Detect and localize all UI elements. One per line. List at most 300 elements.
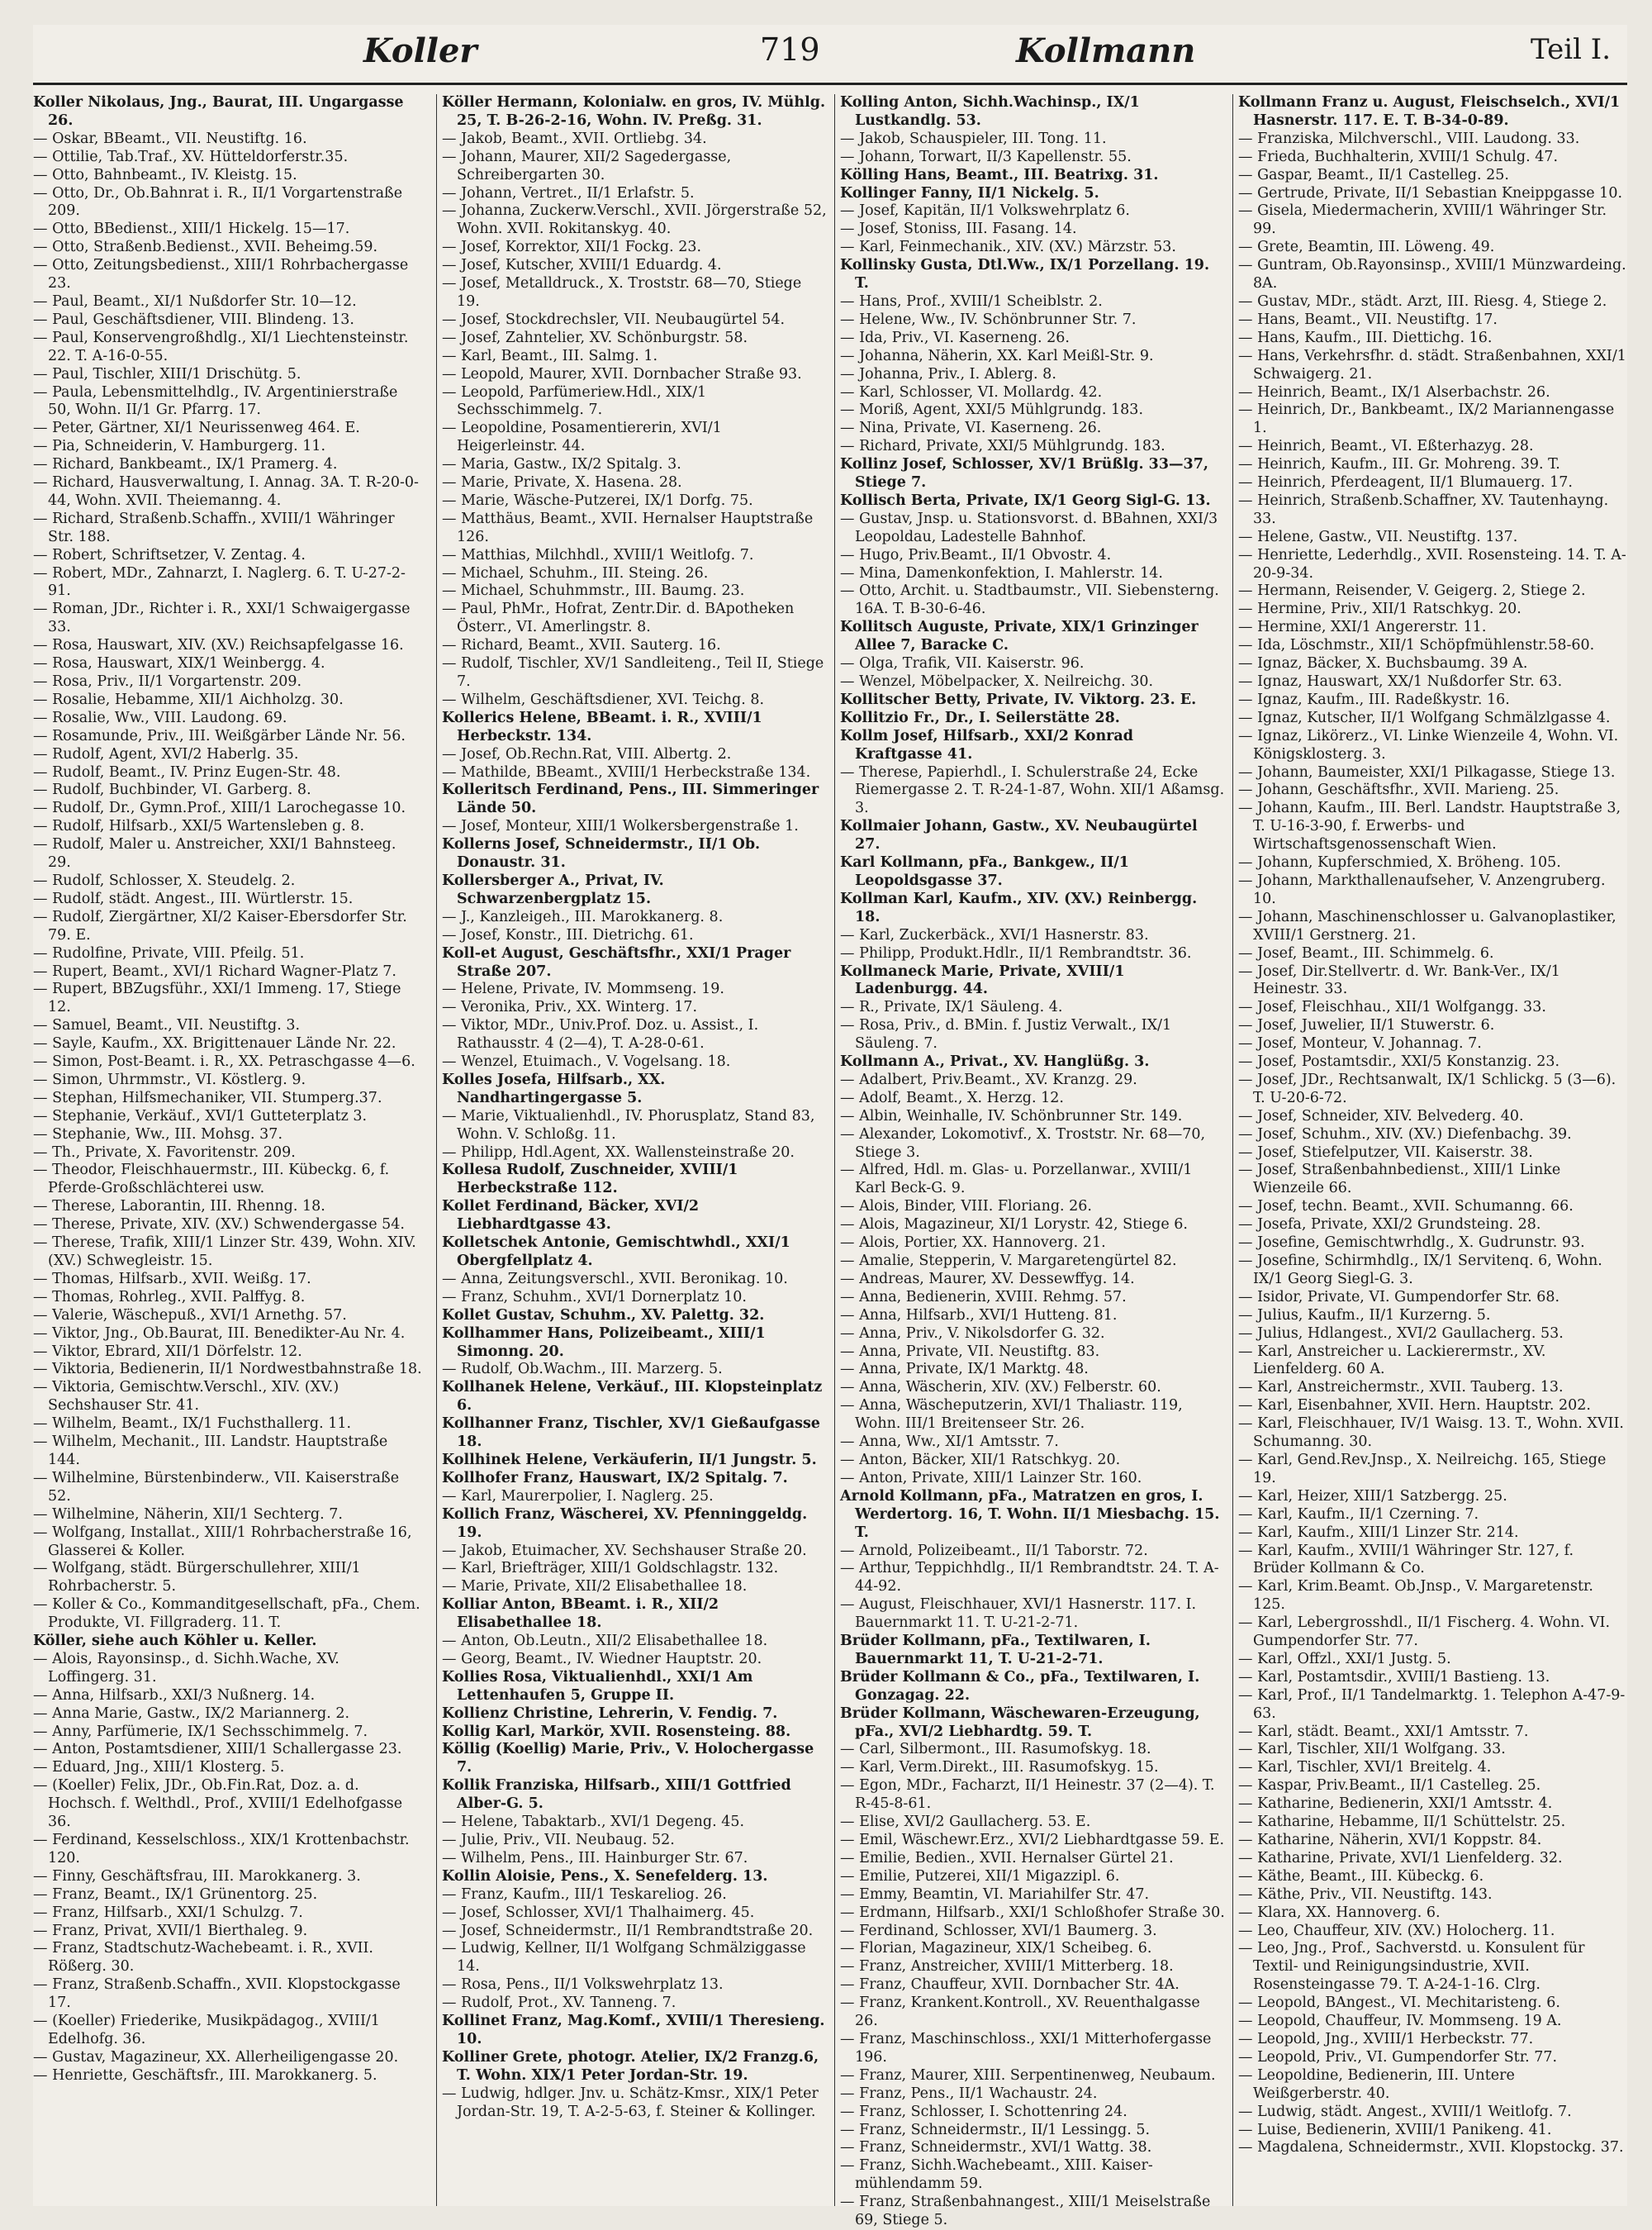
directory-entry: — Ignaz, Likörerz., VI. Linke Wienzeile 4, Wohn. VI. Königsklosterg. 3. <box>1238 727 1619 763</box>
directory-entry: — Carl, Silbermont., III. Rasumofskyg. 18. <box>840 1741 1151 1758</box>
directory-entry: — Anton, Ob.Leutn., XII/2 Elisabethallee 18. <box>442 1633 768 1650</box>
directory-entry: — Otto, Bahnbeamt., IV. Kleistg. 15. <box>33 166 297 183</box>
directory-entry: — Franz, Krankent.Kontroll., XV. Reuenthalgasse 26. <box>840 1995 1200 2030</box>
directory-entry: — (Koeller) Friederike, Musikpädagog., XVIII/1 Edelhofg. 36. <box>33 2013 380 2047</box>
directory-entry: — Matthias, Milchhdl., XVIII/1 Weitlofg. 7. <box>442 546 754 563</box>
column-4 <box>1232 94 1628 2206</box>
directory-entry: — Philipp, Produkt.Hdlr., II/1 Rembrandtstr. 36. <box>840 944 1192 962</box>
directory-entry: — Anton, Private, XIII/1 Lainzer Str. 160. <box>840 1469 1142 1486</box>
directory-entry: — Wenzel, Etuimach., V. Vogelsang. 18. <box>442 1053 731 1071</box>
directory-entry: — Isidor, Private, VI. Gumpendorfer Str. 68. <box>1238 1288 1560 1305</box>
directory-entry: — Heinrich, Dr., Bankbeamt., IX/2 Mariannengasse 1. <box>1238 402 1615 437</box>
directory-entry: — Anna, Wäscherin, XIV. (XV.) Felberstr. 60. <box>840 1379 1161 1396</box>
directory-entry: — Rudolf, Dr., Gymn.Prof., XIII/1 Larochegasse 10. <box>33 800 406 817</box>
directory-entry: — Rudolf, Buchbinder, VI. Garberg. 8. <box>33 782 311 799</box>
directory-entry: Kollhofer Franz, Hauswart, IX/2 Spitalg. 7. <box>442 1469 788 1486</box>
directory-entry: Kollmaier Johann, Gastw., XV. Neubaugürtel 27. <box>840 818 1198 853</box>
directory-entry: — Paul, Tischler, XIII/1 Drischütg. 5. <box>33 365 301 383</box>
directory-entry: — Mathilde, BBeamt., XVIII/1 Herbeckstraße 134. <box>442 763 811 781</box>
directory-entry: — Rosa, Hauswart, XIV. (XV.) Reichsapfelgasse 16. <box>33 637 404 654</box>
directory-entry: — Anna, Private, VII. Neustiftg. 83. <box>840 1343 1100 1360</box>
directory-entry: — Ida, Löschmstr., XII/1 Schöpfmühlenstr.58-60. <box>1238 637 1595 654</box>
directory-entry: — Helene, Gastw., VII. Neustiftg. 137. <box>1238 528 1518 545</box>
directory-entry: — Viktoria, Gemischtw.Verschl., XIV. (XV.) Sechshauser Str. 41. <box>33 1379 339 1415</box>
directory-entry: — Gustav, MDr., städt. Arzt, III. Riesg. 4, Stiege 2. <box>1238 292 1607 310</box>
directory-entry: — Karl, Postamtsdir., XVIII/1 Bastieng. 13. <box>1238 1668 1550 1686</box>
directory-entry: — Johann, Geschäftsfhr., XVII. Marieng. 25. <box>1238 782 1559 799</box>
directory-entry: — Paul, PhMr., Hofrat, Zentr.Dir. d. BApotheken Österr., VI. Amerlingstr. 8. <box>442 601 795 636</box>
directory-entry: — Karl, Heizer, XIII/1 Satzbergg. 25. <box>1238 1487 1507 1505</box>
directory-entry: — Robert, MDr., Zahnarzt, I. Naglerg. 6. T. U-27-2-91. <box>33 564 406 600</box>
directory-entry: Köller, siehe auch Köhler u. Keller. <box>33 1633 317 1650</box>
directory-entry: — Egon, MDr., Facharzt, II/1 Heinestr. 37 (2—4). T. R-45-8-61. <box>840 1777 1215 1813</box>
directory-entry: — Paul, Konservengroßhdlg., XI/1 Liechtensteinstr. 22. T. A-16-0-55. <box>33 329 409 364</box>
directory-entry: Kollitsch Auguste, Private, XIX/1 Grinzinger Allee 7, Baracke C. <box>840 619 1199 654</box>
directory-entry: — Alois, Binder, VIII. Floriang. 26. <box>840 1198 1092 1215</box>
directory-entry: — Jakob, Beamt., XVII. Ortliebg. 34. <box>442 130 707 147</box>
directory-entry: — Jakob, Schauspieler, III. Tong. 11. <box>840 130 1107 147</box>
directory-entry: — Th., Private, X. Favoritenstr. 209. <box>33 1144 296 1161</box>
directory-entry: — Mina, Damenkonfektion, I. Mahlerstr. 14. <box>840 564 1163 582</box>
directory-entry: Kollies Rosa, Viktualienhdl., XXI/1 Am Lettenhaufen 5, Gruppe II. <box>442 1668 753 1704</box>
directory-entry: — Peter, Gärtner, XI/1 Neurissenweg 464. E. <box>33 420 360 437</box>
directory-entry: — Johann, Vertret., II/1 Erlafstr. 5. <box>442 184 695 202</box>
directory-entry: — Roman, JDr., Richter i. R., XXI/1 Schwaigergasse 33. <box>33 601 411 636</box>
directory-entry: — Josef, Metalldruck., X. Troststr. 68—70, Stiege 19. <box>442 275 802 310</box>
directory-entry: Kollinz Josef, Schlosser, XV/1 Brüßlg. 33—37, Stiege 7. <box>840 456 1208 492</box>
directory-entry: — Josef, techn. Beamt., XVII. Schumanng. 66. <box>1238 1198 1574 1215</box>
directory-entry: — Erdmann, Hilfsarb., XXI/1 Schloßhofer Straße 30. <box>840 1904 1225 1921</box>
page-number: 719 <box>760 31 820 68</box>
directory-entry: — Julie, Priv., VII. Neubaug. 52. <box>442 1832 675 1848</box>
directory-entry: — Johanna, Näherin, XX. Karl Meißl-Str. 9. <box>840 347 1154 364</box>
directory-entry: — Franz, Schuhm., XVI/1 Dornerplatz 10. <box>442 1288 747 1305</box>
directory-entry: — Karl, Tischler, XII/1 Wolfgang. 33. <box>1238 1741 1506 1758</box>
page-header <box>33 25 1627 85</box>
directory-entry: — Anna, Bedienerin, XVIII. Rehmg. 57. <box>840 1288 1127 1305</box>
directory-entry: Kollerics Helene, BBeamt. i. R., XVIII/1 Herbeckstr. 134. <box>442 709 762 744</box>
directory-entry: — Michael, Schuhmmstr., III. Baumg. 23. <box>442 582 745 600</box>
directory-entry: — Eduard, Jng., XIII/1 Klosterg. 5. <box>33 1759 285 1776</box>
directory-entry: — Rudolf, Ob.Wachm., III. Marzerg. 5. <box>442 1361 723 1378</box>
directory-entry: — Adolf, Beamt., X. Herzg. 12. <box>840 1089 1064 1106</box>
directory-entry: — Gisela, Miedermacherin, XVIII/1 Währinger Str. 99. <box>1238 202 1607 238</box>
directory-entry: — Alfred, Hdl. m. Glas- u. Porzellanwar., XVIII/1 Karl Beck-G. 9. <box>840 1162 1193 1197</box>
directory-entry: — Josef, Schneidermstr., II/1 Rembrandtstraße 20. <box>442 1922 814 1939</box>
directory-entry: — Leo, Jng., Prof., Sachverstd. u. Konsulent für Textil- und Reinigungsindustrie, XVII. Rosensteingasse 79. T. A-24-1-16. Clrg. <box>1238 1940 1585 1994</box>
directory-entry: — Samuel, Beamt., VII. Neustiftg. 3. <box>33 1017 301 1034</box>
directory-entry: — Anna, Private, IX/1 Marktg. 48. <box>840 1361 1089 1378</box>
directory-entry: — Moriß, Agent, XXI/5 Mühlgrundg. 183. <box>840 402 1144 419</box>
directory-entry: — Pia, Schneiderin, V. Hamburgerg. 11. <box>33 438 326 455</box>
directory-entry: — Leopoldine, Posamentiererin, XVI/1 Heigerleinstr. 44. <box>442 420 722 455</box>
directory-entry: — Alois, Rayonsinsp., d. Sichh.Wache, XV. Loffingerg. 31. <box>33 1650 339 1686</box>
header-right-word: Kollmann <box>1016 31 1196 70</box>
directory-entry: — Ottilie, Tab.Traf., XV. Hütteldorferstr.35. <box>33 148 349 165</box>
directory-entry: — Käthe, Priv., VII. Neustiftg. 143. <box>1238 1885 1493 1903</box>
directory-entry: — Franz, Hilfsarb., XXI/1 Schulzg. 7. <box>33 1904 303 1921</box>
directory-entry: — J., Kanzleigeh., III. Marokkanerg. 8. <box>442 908 724 925</box>
directory-entry: — Josef, Stockdrechsler, VII. Neubaugürtel 54. <box>442 311 786 328</box>
directory-entry: — Nina, Private, VI. Kaserneng. 26. <box>840 420 1102 437</box>
directory-entry: — Gustav, Jnsp. u. Stationsvorst. d. BBahnen, XXI/3 Leopoldau, Ladestelle Bahnhof. <box>840 510 1218 545</box>
directory-entry: — Alois, Magazineur, XI/1 Lorystr. 42, Stiege 6. <box>840 1216 1188 1234</box>
directory-entry: — Jakob, Etuimacher, XV. Sechshauser Straße 20. <box>442 1542 807 1559</box>
directory-entry: Kollhanner Franz, Tischler, XV/1 Gießaufgasse 18. <box>442 1415 820 1451</box>
directory-entry: — Hermine, Priv., XII/1 Ratschkyg. 20. <box>1238 601 1521 618</box>
directory-entry: — Karl, Prof., II/1 Tandelmarktg. 1. Telephon A-47-9-63. <box>1238 1686 1626 1722</box>
directory-entry: — Therese, Laborantin, III. Rhenng. 18. <box>33 1198 325 1215</box>
directory-entry: — Hans, Beamt., VII. Neustiftg. 17. <box>1238 311 1498 328</box>
directory-entry: — Anna, Priv., V. Nikolsdorfer G. 32. <box>840 1324 1105 1342</box>
directory-entry: — Thomas, Rohrleg., XVII. Palffyg. 8. <box>33 1288 306 1305</box>
directory-entry: — Josef, Korrektor, XII/1 Fockg. 23. <box>442 239 702 256</box>
directory-entry: — Veronika, Priv., XX. Winterg. 17. <box>442 999 698 1016</box>
directory-entry: — Anna, Hilfsarb., XXI/3 Nußnerg. 14. <box>33 1686 316 1704</box>
directory-entry: Kölling Hans, Beamt., III. Beatrixg. 31. <box>840 166 1159 183</box>
directory-entry: — Ludwig, Kellner, II/1 Wolfgang Schmälziggasse 14. <box>442 1940 806 1976</box>
directory-entry: — Ferdinand, Kesselschloss., XIX/1 Krottenbachstr. 120. <box>33 1832 410 1866</box>
directory-entry: — Hans, Verkehrsfhr. d. städt. Straßenbahnen, XXI/1 Schwaigerg. 21. <box>1238 347 1626 383</box>
directory-entry: — Leo, Chauffeur, XIV. (XV.) Holocherg. 11. <box>1238 1922 1555 1939</box>
directory-entry: — Ludwig, hdlger. Jnv. u. Schätz-Kmsr., XIX/1 Peter Jordan-Str. 19, T. A-2-5-63, f. Steiner & Kollinger. <box>442 2085 819 2120</box>
directory-entry: — Wenzel, Möbelpacker, X. Neilreichg. 30. <box>840 673 1154 690</box>
directory-entry: — Alois, Portier, XX. Hannoverg. 21. <box>840 1234 1106 1252</box>
directory-entry: Kollin Aloisie, Pens., X. Senefelderg. 13. <box>442 1867 768 1885</box>
directory-entry: — Emmy, Beamtin, VI. Mariahilfer Str. 47. <box>840 1885 1150 1903</box>
directory-entry: — R., Private, IX/1 Säuleng. 4. <box>840 999 1063 1016</box>
directory-entry: — Rosa, Priv., II/1 Vorgartenstr. 209. <box>33 673 302 690</box>
directory-entry: — Josefa, Private, XXI/2 Grundsteing. 28. <box>1238 1216 1541 1234</box>
directory-entry: — Viktoria, Bedienerin, II/1 Nordwestbahnstraße 18. <box>33 1361 422 1378</box>
directory-entry: — Franz, Schneidermstr., XVI/1 Wattg. 38. <box>840 2139 1152 2156</box>
directory-entry: — Wilhelm, Geschäftsdiener, XVI. Teichg. 8. <box>442 691 765 708</box>
directory-entry: — Josef, Monteur, XIII/1 Wolkersbergenstraße 1. <box>442 818 799 835</box>
directory-entry: — Ferdinand, Schlosser, XVI/1 Baumerg. 3. <box>840 1922 1157 1939</box>
directory-entry: Kollm Josef, Hilfsarb., XXI/2 Konrad Kraftgasse 41. <box>840 727 1133 763</box>
directory-entry: Kollhammer Hans, Polizeibeamt., XIII/1 Simonng. 20. <box>442 1324 766 1360</box>
directory-entry: — Ludwig, städt. Angest., XVIII/1 Weitlofg. 7. <box>1238 2103 1572 2120</box>
directory-entry: — Marie, Wäsche-Putzerei, IX/1 Dorfg. 75. <box>442 492 753 509</box>
directory-entry: — Emil, Wäschewr.Erz., XVI/2 Liebhardtgasse 59. E. <box>840 1832 1225 1848</box>
directory-entry: — Otto, BBedienst., XIII/1 Hickelg. 15—17. <box>33 221 350 238</box>
directory-entry: — Richard, Beamt., XVII. Sauterg. 16. <box>442 637 721 654</box>
directory-entry: — August, Fleischhauer, XVI/1 Hasnerstr. 117. I. Bauernmarkt 11. T. U-21-2-71. <box>840 1596 1197 1632</box>
directory-entry: — Thomas, Hilfsarb., XVII. Weißg. 17. <box>33 1270 311 1287</box>
directory-entry: — Olga, Trafik, VII. Kaiserstr. 96. <box>840 655 1085 673</box>
directory-entry: — Rosamunde, Priv., III. Weißgärber Lände Nr. 56. <box>33 727 406 744</box>
directory-entry: — Josef, Stiefelputzer, VII. Kaiserstr. 38. <box>1238 1144 1533 1161</box>
directory-entry: — Leopold, Jng., XVIII/1 Herbeckstr. 77. <box>1238 2030 1534 2047</box>
directory-entry: — Karl, Briefträger, XIII/1 Goldschlagstr. 132. <box>442 1560 779 1577</box>
directory-entry: — Josef, Schlosser, XVI/1 Thalhaimerg. 45. <box>442 1904 755 1921</box>
directory-entry: — Helene, Ww., IV. Schönbrunner Str. 7. <box>840 311 1137 328</box>
directory-entry: Kollesa Rudolf, Zuschneider, XVIII/1 Herbeckstraße 112. <box>442 1162 738 1197</box>
directory-entry: — Richard, Private, XXI/5 Mühlgrundg. 183. <box>840 438 1165 455</box>
directory-entry: — Hugo, Priv.Beamt., II/1 Obvostr. 4. <box>840 546 1112 563</box>
directory-entry: — Hans, Kaufm., III. Diettichg. 16. <box>1238 329 1493 346</box>
directory-entry: — Johann, Markthallenaufseher, V. Anzengruberg. 10. <box>1238 872 1606 907</box>
directory-entry: — Hermine, XXI/1 Angererstr. 11. <box>1238 619 1487 636</box>
directory-entry: — Anny, Parfümerie, IX/1 Sechsschimmelg. 7. <box>33 1723 368 1740</box>
directory-entry: — Paul, Geschäftsdiener, VIII. Blindeng. 13. <box>33 311 354 328</box>
directory-entry: — Josef, Monteur, V. Johannag. 7. <box>1238 1035 1482 1053</box>
directory-entry: — Rudolf, Agent, XVI/2 Haberlg. 35. <box>33 745 299 763</box>
directory-entry: — Philipp, Hdl.Agent, XX. Wallensteinstraße 20. <box>442 1144 795 1161</box>
directory-entry: — Rudolf, Ziergärtner, XI/2 Kaiser-Ebersdorfer Str. 79. E. <box>33 908 407 944</box>
directory-entry: Kolletschek Antonie, Gemischtwhdl., XXI/1 Obergfellplatz 4. <box>442 1234 790 1269</box>
directory-entry: Brüder Kollmann, pFa., Textilwaren, I. Bauernmarkt 11, T. U-21-2-71. <box>840 1633 1151 1667</box>
directory-entry: Karl Kollmann, pFa., Bankgew., II/1 Leopoldsgasse 37. <box>840 854 1129 889</box>
directory-entry: Kollinet Franz, Mag.Komf., XVIII/1 Theresieng. 10. <box>442 2013 825 2047</box>
directory-entry: — Albin, Weinhalle, IV. Schönbrunner Str. 149. <box>840 1107 1183 1125</box>
directory-entry: — Josef, Ob.Rechn.Rat, VIII. Albertg. 2. <box>442 745 732 763</box>
directory-entry: — Franz, Straßenbahnangest., XIII/1 Meiselstraße 69, Stiege 5. <box>840 2194 1211 2229</box>
directory-entry: — Karl, Kaufm., XVIII/1 Währinger Str. 127, f. Brüder Kollmann & Co. <box>1238 1542 1574 1577</box>
directory-entry: — Rudolfine, Private, VIII. Pfeilg. 51. <box>33 944 305 962</box>
directory-entry: — Paul, Beamt., XI/1 Nußdorfer Str. 10—12. <box>33 292 357 310</box>
directory-entry: — (Koeller) Felix, JDr., Ob.Fin.Rat, Doz. a. d. Hochsch. f. Welthdl., Prof., XVIII/1 Edelhofgasse 36. <box>33 1777 403 1831</box>
header-left-word: Koller <box>363 31 477 70</box>
directory-entry: — Heinrich, Kaufm., III. Gr. Mohreng. 39. T. <box>1238 456 1560 473</box>
directory-entry: Kolliar Anton, BBeamt. i. R., XII/2 Elisabethallee 18. <box>442 1596 719 1632</box>
directory-entry: — Marie, Viktualienhdl., IV. Phorusplatz, Stand 83, Wohn. V. Schloßg. 11. <box>442 1107 815 1143</box>
directory-entry: — Robert, Schriftsetzer, V. Zentag. 4. <box>33 546 306 563</box>
directory-entry: Kollisch Berta, Private, IX/1 Georg Sigl-G. 13. <box>840 492 1211 509</box>
directory-entry: — Franz, Schneidermstr., II/1 Lessingg. 5. <box>840 2121 1151 2138</box>
directory-entry: — Ignaz, Kutscher, II/1 Wolfgang Schmälzlgasse 4. <box>1238 709 1611 726</box>
directory-entry: Kollig Karl, Markör, XVII. Rosensteing. 88. <box>442 1723 791 1740</box>
directory-entry: — Ignaz, Hauswart, XX/1 Nußdorfer Str. 63. <box>1238 673 1563 690</box>
directory-entry: — Karl, Tischler, XVI/1 Breitelg. 4. <box>1238 1759 1492 1776</box>
directory-entry: — Adalbert, Priv.Beamt., XV. Kranzg. 29. <box>840 1071 1137 1088</box>
directory-entry: — Karl, Schlosser, VI. Mollardg. 42. <box>840 383 1103 401</box>
directory-entry: — Luise, Bedienerin, XVIII/1 Panikeng. 41. <box>1238 2121 1552 2138</box>
directory-entry: — Rudolf, Hilfsarb., XXI/5 Wartensleben g. 8. <box>33 818 365 835</box>
directory-entry: — Viktor, MDr., Univ.Prof. Doz. u. Assist., I. Rathausstr. 4 (2—4), T. A-28-0-61. <box>442 1017 759 1053</box>
directory-entry: — Leopold, BAngest., VI. Mechitaristeng. 6. <box>1238 1995 1560 2012</box>
directory-entry: — Anna, Ww., XI/1 Amtsstr. 7. <box>840 1434 1059 1451</box>
directory-entry: — Emilie, Bedien., XVII. Hernalser Gürtel 21. <box>840 1849 1174 1866</box>
directory-entry: — Richard, Straßenb.Schaffn., XVIII/1 Währinger Str. 188. <box>33 510 395 545</box>
directory-entry: — Grete, Beamtin, III. Löweng. 49. <box>1238 239 1495 256</box>
directory-entry: Kollerns Josef, Schneidermstr., II/1 Ob. Donaustr. 31. <box>442 836 761 872</box>
directory-entry: — Georg, Beamt., IV. Wiedner Hauptstr. 20. <box>442 1650 762 1667</box>
directory-entry: Kolles Josefa, Hilfsarb., XX. Nandhartingergasse 5. <box>442 1071 666 1106</box>
directory-entry: — Karl, Eisenbahner, XVII. Hern. Hauptstr. 202. <box>1238 1397 1591 1415</box>
directory-entry: — Arthur, Teppichhdlg., II/1 Rembrandtstr. 24. T. A-44-92. <box>840 1560 1219 1595</box>
directory-entry: — Heinrich, Beamt., VI. Eßterhazyg. 28. <box>1238 438 1534 455</box>
directory-entry: — Josef, Schuhm., XIV. (XV.) Diefenbachg. 39. <box>1238 1125 1572 1143</box>
directory-entry: — Marie, Private, XII/2 Elisabethallee 18. <box>442 1578 748 1595</box>
directory-entry: — Josef, Stoniss, III. Fasang. 14. <box>840 221 1077 238</box>
directory-entry: — Henriette, Lederhdlg., XVII. Rosensteing. 14. T. A-20-9-34. <box>1238 546 1626 582</box>
directory-entry: — Leopold, Maurer, XVII. Dornbacher Straße 93. <box>442 365 802 383</box>
directory-entry: — Rudolf, Schlosser, X. Steudelg. 2. <box>33 872 296 889</box>
directory-entry: Kolling Anton, Sichh.Wachinsp., IX/1 Lustkandlg. 53. <box>840 94 1140 129</box>
directory-entry: — Emilie, Putzerei, XII/1 Migazzipl. 6. <box>840 1867 1120 1885</box>
directory-entry: — Wilhelmine, Näherin, XII/1 Sechterg. 7. <box>33 1505 343 1523</box>
directory-entry: — Karl, Zuckerbäck., XVI/1 Hasnerstr. 83. <box>840 926 1149 944</box>
directory-entry: — Karl, Feinmechanik., XIV. (XV.) Märzstr. 53. <box>840 239 1176 256</box>
directory-entry: Köllig (Koellig) Marie, Priv., V. Holochergasse 7. <box>442 1741 814 1776</box>
directory-entry: — Therese, Papierhdl., I. Schulerstraße 24, Ecke Riemergasse 2. T. R-24-1-87, Wohn. XII/1 Aßamsg. 3. <box>840 763 1225 817</box>
directory-entry: — Matthäus, Beamt., XVII. Hernalser Hauptstraße 126. <box>442 510 814 545</box>
directory-entry: — Franz, Straßenb.Schaffn., XVII. Klopstockgasse 17. <box>33 1976 401 2012</box>
directory-entry: — Franz, Maurer, XIII. Serpentinenweg, Neubaum. <box>840 2066 1216 2084</box>
directory-entry: — Koller & Co., Kommanditgesellschaft, pFa., Chem. Produkte, VI. Fillgraderg. 11. T. <box>33 1596 420 1632</box>
directory-entry: — Guntram, Ob.Rayonsinsp., XVIII/1 Münzwardeing. 8A. <box>1238 257 1626 292</box>
directory-entry: Kollinsky Gusta, Dtl.Ww., IX/1 Porzellang. 19. T. <box>840 257 1210 292</box>
directory-entry: — Katharine, Näherin, XVI/1 Koppstr. 84. <box>1238 1832 1542 1848</box>
column-2 <box>436 94 827 2206</box>
directory-entry: — Henriette, Geschäftsfr., III. Marokkanerg. 5. <box>33 2066 377 2084</box>
directory-entry: — Marie, Private, X. Hasena. 28. <box>442 474 682 492</box>
directory-entry: — Julius, Hdlangest., XVI/2 Gaullacherg. 53. <box>1238 1324 1564 1342</box>
directory-entry: — Katharine, Hebamme, II/1 Schüttelstr. 25. <box>1238 1814 1566 1831</box>
directory-entry: — Franziska, Milchverschl., VIII. Laudong. 33. <box>1238 130 1580 147</box>
directory-entry: — Josef, JDr., Rechtsanwalt, IX/1 Schlickg. 5 (3—6). T. U-20-6-72. <box>1238 1071 1616 1106</box>
directory-entry: — Wolfgang, städt. Bürgerschullehrer, XIII/1 Rohrbacherstr. 5. <box>33 1560 361 1595</box>
directory-entry: — Franz, Maschinschloss., XXI/1 Mitterhofergasse 196. <box>840 2030 1212 2066</box>
directory-entry: Kollitzio Fr., Dr., I. Seilerstätte 28. <box>840 709 1120 726</box>
directory-entry: — Karl, Lebergrosshdl., II/1 Fischerg. 4. Wohn. VI. Gumpendorfer Str. 77. <box>1238 1614 1611 1650</box>
directory-entry: — Otto, Straßenb.Bedienst., XVII. Beheimg.59. <box>33 239 378 256</box>
directory-entry: — Johanna, Priv., I. Ablerg. 8. <box>840 365 1056 383</box>
directory-entry: — Heinrich, Pferdeagent, II/1 Blumauerg. 17. <box>1238 474 1573 492</box>
directory-entry: — Anna, Wäscheputzerin, XVI/1 Thaliastr. 119, Wohn. III/1 Breitenseer Str. 26. <box>840 1397 1183 1433</box>
directory-entry: — Josef, Kapitän, II/1 Volkswehrplatz 6. <box>840 202 1130 220</box>
directory-entry: — Johann, Maurer, XII/2 Sagedergasse, Schreibergarten 30. <box>442 148 732 183</box>
directory-entry: — Karl, Maurerpolier, I. Naglerg. 25. <box>442 1487 714 1505</box>
directory-entry: — Gaspar, Beamt., II/1 Castelleg. 25. <box>1238 166 1509 183</box>
directory-entry: — Josef, Beamt., III. Schimmelg. 6. <box>1238 944 1494 962</box>
directory-entry: Kolliner Grete, photogr. Atelier, IX/2 Franzg.6, T. Wohn. XIX/1 Peter Jordan-Str. 19. <box>442 2048 819 2084</box>
directory-entry: — Franz, Stadtschutz-Wachebeamt. i. R., XVII. Rößerg. 30. <box>33 1940 373 1976</box>
directory-entry: — Karl, Gend.Rev.Jnsp., X. Neilreichg. 165, Stiege 19. <box>1238 1451 1607 1486</box>
directory-entry: — Valerie, Wäschepuß., XVI/1 Arnethg. 57. <box>33 1306 347 1324</box>
directory-entry: — Therese, Trafik, XIII/1 Linzer Str. 439, Wohn. XIV. (XV.) Schwegleistr. 15. <box>33 1234 416 1269</box>
column-3 <box>834 94 1225 2229</box>
directory-entry: — Richard, Bankbeamt., IX/1 Pramerg. 4. <box>33 456 338 473</box>
directory-entry: — Karl, Fleischhauer, IV/1 Waisg. 13. T., Wohn. XVII. Schumanng. 30. <box>1238 1415 1624 1451</box>
directory-entry: — Johann, Baumeister, XXI/1 Pilkagasse, Stiege 13. <box>1238 763 1616 781</box>
directory-entry: — Johann, Torwart, II/3 Kapellenstr. 55. <box>840 148 1132 165</box>
directory-entry: — Anton, Bäcker, XII/1 Ratschkyg. 20. <box>840 1451 1121 1468</box>
directory-entry: — Franz, Chauffeur, XVII. Dornbacher Str. 4A. <box>840 1976 1180 1994</box>
part-label: Teil I. <box>1531 33 1611 66</box>
directory-entry: Kollmann A., Privat., XV. Hanglüßg. 3. <box>840 1053 1150 1071</box>
directory-entry: — Käthe, Beamt., III. Kübeckg. 6. <box>1238 1867 1484 1885</box>
directory-entry: — Julius, Kaufm., II/1 Kurzerng. 5. <box>1238 1306 1491 1324</box>
directory-entry: Kollhanek Helene, Verkäuf., III. Klopsteinplatz 6. <box>442 1379 823 1415</box>
directory-entry: — Josef, Dir.Stellvertr. d. Wr. Bank-Ver., IX/1 Heinestr. 33. <box>1238 963 1560 998</box>
directory-entry: Kollienz Christine, Lehrerin, V. Fendig. 7. <box>442 1705 778 1722</box>
directory-entry: — Heinrich, Beamt., IX/1 Alserbachstr. 26. <box>1238 383 1550 401</box>
directory-entry: — Ignaz, Kaufm., III. Radeßkystr. 16. <box>1238 691 1510 708</box>
directory-entry: — Stephanie, Verkäuf., XVI/1 Gutteterplatz 3. <box>33 1107 368 1125</box>
directory-entry: — Simon, Uhrmmstr., VI. Köstlerg. 9. <box>33 1071 306 1088</box>
directory-entry: Kollik Franziska, Hilfsarb., XIII/1 Gottfried Alber-G. 5. <box>442 1777 791 1813</box>
directory-entry: — Franz, Privat, XVII/1 Bierthaleg. 9. <box>33 1922 308 1939</box>
directory-entry: Kollich Franz, Wäscherei, XV. Pfenninggeldg. 19. <box>442 1505 808 1541</box>
directory-entry: — Katharine, Bedienerin, XXI/1 Amtsstr. 4. <box>1238 1795 1553 1813</box>
directory-entry: — Josef, Konstr., III. Dietrichg. 61. <box>442 926 694 944</box>
directory-entry: — Finny, Geschäftsfrau, III. Marokkanerg. 3. <box>33 1867 361 1885</box>
directory-entry: — Ida, Priv., VI. Kaserneng. 26. <box>840 329 1070 346</box>
directory-entry: — Stephan, Hilfsmechaniker, VII. Stumperg.37. <box>33 1089 382 1106</box>
directory-entry: — Viktor, Ebrard, XII/1 Dörfelstr. 12. <box>33 1343 302 1360</box>
directory-entry: — Michael, Schuhm., III. Steing. 26. <box>442 564 709 582</box>
directory-entry: — Josef, Kutscher, XVIII/1 Eduardg. 4. <box>442 257 722 274</box>
directory-entry: — Karl, Beamt., III. Salmg. 1. <box>442 347 658 364</box>
directory-entry: — Rupert, Beamt., XVI/1 Richard Wagner-Platz 7. <box>33 963 396 980</box>
directory-entry: — Josef, Fleischhau., XII/1 Wolfgangg. 33. <box>1238 999 1546 1016</box>
directory-entry: — Franz, Kaufm., III/1 Teskareliog. 26. <box>442 1885 727 1903</box>
directory-entry: — Rudolf, Tischler, XV/1 Sandleiteng., Teil II, Stiege 7. <box>442 655 824 690</box>
directory-entry: — Karl, Krim.Beamt. Ob.Jnsp., V. Margaretenstr. 125. <box>1238 1578 1593 1614</box>
directory-entry: — Leopold, Parfümeriew.Hdl., XIX/1 Sechsschimmelg. 7. <box>442 383 707 419</box>
directory-entry: — Karl, Verm.Direkt., III. Rasumofskyg. 15. <box>840 1759 1159 1776</box>
directory-entry: — Arnold, Polizeibeamt., II/1 Taborstr. 72. <box>840 1542 1148 1559</box>
directory-entry: — Leopold, Priv., VI. Gumpendorfer Str. 77. <box>1238 2048 1558 2066</box>
directory-entry: — Amalie, Stepperin, V. Margaretengürtel 82. <box>840 1253 1177 1269</box>
directory-entry: — Rosalie, Hebamme, XII/1 Aichholzg. 30. <box>33 691 344 708</box>
directory-entry: — Andreas, Maurer, XV. Dessewffyg. 14. <box>840 1270 1135 1287</box>
directory-entry: — Otto, Dr., Ob.Bahnrat i. R., II/1 Vorgartenstraße 209. <box>33 184 403 220</box>
directory-entry: — Oskar, BBeamt., VII. Neustiftg. 16. <box>33 130 307 147</box>
directory-entry: — Franz, Schlosser, I. Schottenring 24. <box>840 2103 1127 2120</box>
directory-entry: — Rosa, Pens., II/1 Volkswehrplatz 13. <box>442 1976 724 1994</box>
directory-entry: — Wilhelm, Beamt., IX/1 Fuchsthallerg. 11. <box>33 1415 352 1433</box>
directory-entry: — Anna, Zeitungsverschl., XVII. Beronikag. 10. <box>442 1270 788 1287</box>
directory-entry: — Josef, Zahntelier, XV. Schönburgstr. 58. <box>442 329 748 346</box>
directory-entry: — Anton, Postamtsdiener, XIII/1 Schallergasse 23. <box>33 1741 402 1758</box>
directory-entry: — Frieda, Buchhalterin, XVIII/1 Schulg. 47. <box>1238 148 1559 165</box>
directory-entry: Kollmaneck Marie, Private, XVIII/1 Ladenburgg. 44. <box>840 963 1125 998</box>
directory-entry: — Karl, Kaufm., II/1 Czerning. 7. <box>1238 1505 1479 1523</box>
directory-entry: — Josef, Postamtsdir., XXI/5 Konstanzig. 23. <box>1238 1053 1560 1071</box>
columns <box>33 94 1627 2229</box>
directory-entry: — Josefine, Gemischtwrhdlg., X. Gudrunstr. 93. <box>1238 1234 1585 1252</box>
directory-entry: — Maria, Gastw., IX/2 Spitalg. 3. <box>442 456 681 473</box>
directory-entry: — Wilhelm, Pens., III. Hainburger Str. 67. <box>442 1849 748 1866</box>
directory-entry: — Rosa, Hauswart, XIX/1 Weinbergg. 4. <box>33 655 325 673</box>
directory-entry: — Wilhelm, Mechanit., III. Landstr. Hauptstraße 144. <box>33 1434 388 1468</box>
directory-entry: Arnold Kollmann, pFa., Matratzen en gros, I. Werdertorg. 16, T. Wohn. II/1 Miesbachg. 15. T. <box>840 1487 1220 1541</box>
directory-entry: — Magdalena, Schneidermstr., XVII. Klopstockg. 37. <box>1238 2139 1624 2156</box>
directory-entry: — Wilhelmine, Bürstenbinderw., VII. Kaiserstraße 52. <box>33 1469 400 1505</box>
directory-entry: Kollmann Franz u. August, Fleischselch., XVI/1 Hasnerstr. 117. E. T. B-34-0-89. <box>1238 94 1621 129</box>
directory-entry: — Simon, Post-Beamt. i. R., XX. Petraschgasse 4—6. <box>33 1053 415 1071</box>
directory-entry: — Franz, Sichh.Wachebeamt., XIII. Kaiser-mühlendamm 59. <box>840 2157 1153 2193</box>
directory-entry: — Viktor, Jng., Ob.Baurat, III. Benedikter-Au Nr. 4. <box>33 1324 406 1342</box>
directory-entry: — Rudolf, Prot., XV. Tanneng. 7. <box>442 1995 676 2012</box>
directory-entry: — Anna Marie, Gastw., IX/2 Mariannerg. 2. <box>33 1705 350 1722</box>
directory-entry: — Johanna, Zuckerw.Verschl., XVII. Jörgerstraße 52, Wohn. XVII. Rokitanskyg. 40. <box>442 202 827 238</box>
directory-entry: — Rudolf, Beamt., IV. Prinz Eugen-Str. 48. <box>33 763 341 781</box>
directory-entry: — Johann, Kaufm., III. Berl. Landstr. Hauptstraße 3, T. U-16-3-90, f. Erwerbs- und Wirtschaftsgenossenschaft Wien. <box>1238 800 1621 853</box>
directory-entry: — Paula, Lebensmittelhdlg., IV. Argentinierstraße 50, Wohn. II/1 Gr. Pfarrg. 17. <box>33 383 398 419</box>
directory-entry: — Josef, Schneider, XIV. Belvederg. 40. <box>1238 1107 1524 1125</box>
directory-entry: — Leopoldine, Bedienerin, III. Untere Weißgerberstr. 40. <box>1238 2066 1515 2102</box>
directory-entry: — Richard, Hausverwaltung, I. Annag. 3A. T. R-20-0-44, Wohn. XVII. Theiemanng. 4. <box>33 474 419 509</box>
directory-page <box>33 25 1627 2229</box>
directory-entry: — Kaspar, Priv.Beamt., II/1 Castelleg. 25. <box>1238 1777 1541 1795</box>
directory-entry: — Ignaz, Bäcker, X. Buchsbaumg. 39 A. <box>1238 655 1528 673</box>
directory-entry: — Therese, Private, XIV. (XV.) Schwendergasse 54. <box>33 1216 405 1234</box>
directory-entry: — Hermann, Reisender, V. Geigerg. 2, Stiege 2. <box>1238 582 1586 600</box>
